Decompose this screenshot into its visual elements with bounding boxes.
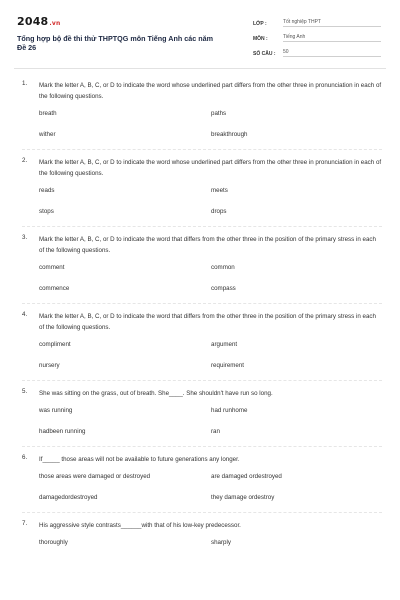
answer-option[interactable]: hadbeen running: [39, 428, 86, 435]
meta-value: Tốt nghiệp THPT: [283, 19, 381, 27]
answer-option[interactable]: had runhome: [211, 407, 248, 414]
answer-options: [39, 187, 382, 217]
question-divider: [22, 446, 382, 447]
answer-option[interactable]: common: [211, 264, 235, 271]
question-number: 6.: [22, 454, 28, 461]
question-text: If_____ those areas will not be available to future generations any longer.: [39, 456, 240, 463]
answer-options: [39, 110, 382, 140]
answer-option[interactable]: ran: [211, 428, 220, 435]
meta-label: MÔN :: [253, 36, 268, 42]
question-divider: [22, 380, 382, 381]
answer-option[interactable]: reads: [39, 187, 55, 194]
question-divider: [22, 303, 382, 304]
answer-option[interactable]: argument: [211, 341, 238, 348]
header-divider: [14, 68, 386, 69]
logo-main: 2048: [17, 15, 49, 28]
answer-option[interactable]: breath: [39, 110, 57, 117]
answer-options: [39, 341, 382, 371]
question-text: Mark the letter A, B, C, or D to indicate the word that differs from the other three in the position of the primary stress in each of the following questions.: [39, 313, 376, 331]
question-2: [22, 157, 382, 217]
header-left: [17, 15, 252, 52]
meta-value: 50: [283, 49, 381, 57]
question-divider: [22, 512, 382, 513]
document-meta: [253, 15, 381, 60]
site-logo[interactable]: [17, 15, 252, 28]
question-number: 7.: [22, 520, 28, 527]
question-text: Mark the letter A, B, C, or D to indicate the word whose underlined part differs from the other three in pronunciation in each of the following questions.: [39, 159, 382, 177]
answer-options: [39, 473, 382, 503]
answer-option[interactable]: stops: [39, 208, 54, 215]
answer-option[interactable]: wither: [39, 131, 56, 138]
answer-option[interactable]: sharply: [211, 539, 231, 546]
question-number: 3.: [22, 234, 28, 241]
document-title: Tổng hợp bộ đề thi thử THPTQG môn Tiếng Anh các năm: [17, 34, 213, 43]
question-divider: [22, 226, 382, 227]
question-5: [22, 388, 382, 437]
question-6: [22, 454, 382, 503]
question-number: 5.: [22, 388, 28, 395]
question-3: [22, 234, 382, 294]
answer-option[interactable]: comment: [39, 264, 65, 271]
answer-option[interactable]: drops: [211, 208, 227, 215]
question-list: [22, 80, 382, 548]
question-text: Mark the letter A, B, C, or D to indicate the word that differs from the other three in the position of the primary stress in each of the following questions.: [39, 236, 376, 254]
answer-option[interactable]: paths: [211, 110, 227, 117]
question-text: Mark the letter A, B, C, or D to indicate the word whose underlined part differs from the other three in pronunciation in each of the following questions.: [39, 82, 382, 100]
question-7: [22, 520, 382, 548]
answer-option[interactable]: was running: [39, 407, 73, 414]
answer-option[interactable]: compliment: [39, 341, 71, 348]
answer-options: [39, 407, 382, 437]
meta-value: Tiếng Anh: [283, 34, 381, 42]
question-number: 4.: [22, 311, 28, 318]
question-number: 1.: [22, 80, 28, 87]
question-divider: [22, 149, 382, 150]
answer-option[interactable]: damagedordestroyed: [39, 494, 98, 501]
meta-row-subject: [253, 30, 381, 42]
meta-label: SỐ CÂU :: [253, 51, 276, 57]
answer-option[interactable]: thoroughly: [39, 539, 68, 546]
answer-option[interactable]: breakthrough: [211, 131, 248, 138]
answer-option[interactable]: compass: [211, 285, 236, 292]
answer-option[interactable]: meets: [211, 187, 228, 194]
question-text: She was sitting on the grass, out of breath. She____. She shouldn't have run so long.: [39, 390, 273, 397]
answer-options: [39, 264, 382, 294]
answer-option[interactable]: requirement: [211, 362, 245, 369]
logo-suffix: .vn: [49, 20, 61, 27]
meta-row-count: [253, 45, 381, 57]
meta-row-class: [253, 15, 381, 27]
answer-option[interactable]: they damage ordestroy: [211, 494, 275, 501]
document-subtitle: Đề 26: [17, 43, 37, 52]
question-4: [22, 311, 382, 371]
question-text: His aggressive style contrasts______with that of his low-key predecessor.: [39, 522, 241, 529]
answer-option[interactable]: nursery: [39, 362, 60, 369]
question-1: [22, 80, 382, 140]
question-number: 2.: [22, 157, 28, 164]
answer-options: [39, 539, 382, 548]
meta-label: LỚP :: [253, 21, 267, 27]
answer-option[interactable]: those areas were damaged or destroyed: [39, 473, 151, 480]
answer-option[interactable]: commence: [39, 285, 70, 292]
answer-option[interactable]: are damaged ordestroyed: [211, 473, 282, 480]
